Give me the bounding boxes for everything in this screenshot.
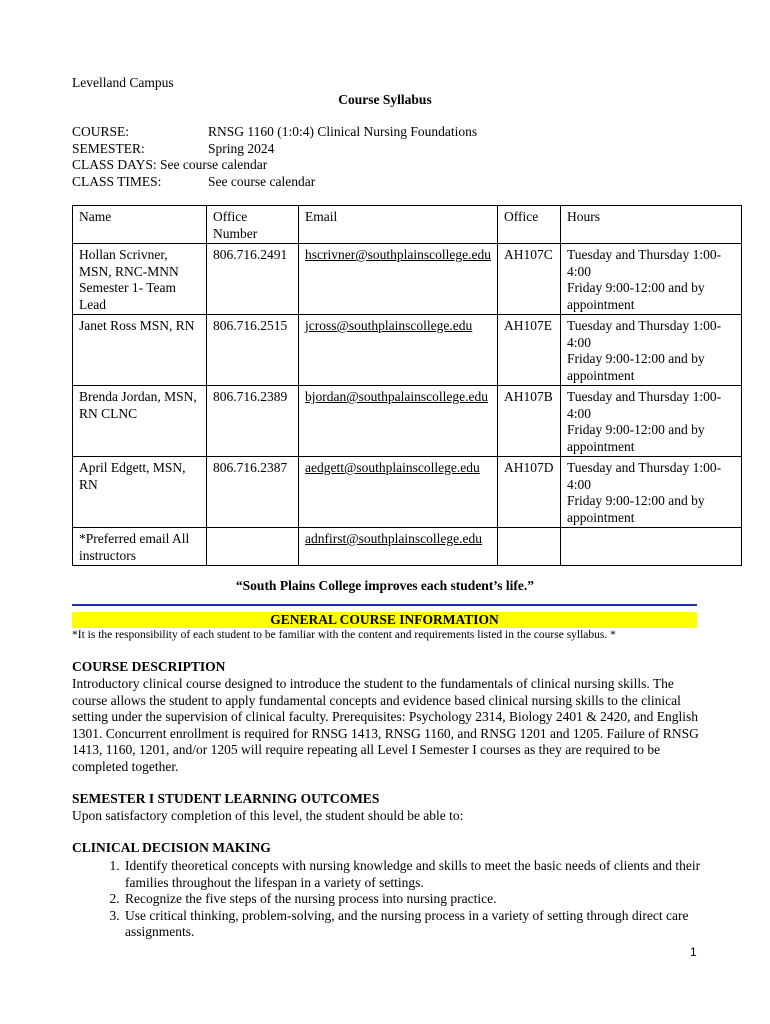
table-row xyxy=(73,244,742,315)
section-divider xyxy=(72,604,697,606)
instructor-name: April Edgett, MSN, RN xyxy=(73,457,207,528)
semester-value: Spring 2024 xyxy=(208,140,275,156)
instructor-phone: 806.716.2515 xyxy=(207,315,299,386)
instructor-phone: 806.716.2491 xyxy=(207,244,299,315)
responsibility-note: *It is the responsibility of each student to be familiar with the content and requirements listed in the course syllabus. * xyxy=(72,629,616,641)
instructor-email-link[interactable]: adnfirst@southplainscollege.edu xyxy=(299,528,498,566)
clinical-decision-heading: CLINICAL DECISION MAKING xyxy=(72,840,271,855)
instructor-email-link[interactable]: bjordan@southpalainscollege.edu xyxy=(299,386,498,457)
class-days-value: See course calendar xyxy=(160,157,268,172)
header-email: Email xyxy=(299,206,498,244)
course-row xyxy=(72,124,477,141)
campus-name: Levelland Campus xyxy=(72,75,174,90)
instructor-office: AH107C xyxy=(498,244,561,315)
instructor-office: AH107E xyxy=(498,315,561,386)
learning-outcomes-heading: SEMESTER I STUDENT LEARNING OUTCOMES xyxy=(72,791,380,806)
learning-outcomes-intro: Upon satisfactory completion of this level, the student should be able to: xyxy=(72,808,464,823)
table-row xyxy=(73,528,742,566)
instructor-hours: Tuesday and Thursday 1:00-4:00 Friday 9:00-12:00 and by appointment xyxy=(561,315,742,386)
page-number: 1 xyxy=(690,945,697,959)
list-item: 2. Recognize the five steps of the nursing process into nursing practice. xyxy=(123,891,723,908)
semester-row xyxy=(72,141,477,158)
course-description-text: Introductory clinical course designed to introduce the student to the fundamentals of clinical nursing skills. The course allows the student to apply fundamental concepts and evidence based clinical nursing skills to the clinical setting under the supervision of clinical faculty. Prerequisites: Psychology 2314, Biology 2401 & 2420, and English 1301. Concurrent enrollment is required for RNSG 1413, RNSG 1160, and RNSG 1201 and 1205. Failure of RNSG 1413, 1160, 1201, and/or 1205 will require repeating all Level I Semester I courses as they are required to be completed together. xyxy=(72,676,699,774)
table-row xyxy=(73,386,742,457)
document-title: Course Syllabus xyxy=(338,92,432,107)
instructor-office: AH107B xyxy=(498,386,561,457)
table-header-row xyxy=(73,206,742,244)
class-days-label: CLASS DAYS: xyxy=(72,157,157,172)
instructor-name: Hollan Scrivner, MSN, RNC-MNN Semester 1- Team Lead xyxy=(73,244,207,315)
outcomes-list xyxy=(72,858,723,941)
course-info xyxy=(72,124,477,190)
instructor-office: AH107D xyxy=(498,457,561,528)
course-description-heading: COURSE DESCRIPTION xyxy=(72,659,226,674)
class-times-row xyxy=(72,174,477,191)
instructor-phone xyxy=(207,528,299,566)
instructor-email-link[interactable]: jcross@southplainscollege.edu xyxy=(299,315,498,386)
instructor-table xyxy=(72,205,742,566)
instructor-phone: 806.716.2389 xyxy=(207,386,299,457)
class-times-value: See course calendar xyxy=(208,173,316,189)
instructor-hours xyxy=(561,528,742,566)
instructor-name: *Preferred email All instructors xyxy=(73,528,207,566)
list-item: 1. Identify theoretical concepts with nursing knowledge and skills to meet the basic needs of clients and their families throughout the lifespan in a variety of settings. xyxy=(123,858,723,891)
instructor-email-link[interactable]: aedgett@southplainscollege.edu xyxy=(299,457,498,528)
header-name: Name xyxy=(73,206,207,244)
class-times-label: CLASS TIMES: xyxy=(72,173,162,189)
header-hours: Hours xyxy=(561,206,742,244)
semester-label: SEMESTER: xyxy=(72,140,145,156)
course-value: RNSG 1160 (1:0:4) Clinical Nursing Foundations xyxy=(208,124,478,139)
instructor-name: Brenda Jordan, MSN, RN CLNC xyxy=(73,386,207,457)
class-days-row xyxy=(72,157,477,174)
table-row xyxy=(73,315,742,386)
instructor-name: Janet Ross MSN, RN xyxy=(73,315,207,386)
course-label: COURSE: xyxy=(72,124,130,139)
college-motto: “South Plains College improves each student’s life.” xyxy=(235,578,535,593)
instructor-office xyxy=(498,528,561,566)
table-row xyxy=(73,457,742,528)
header-office-number: Office Number xyxy=(207,206,299,244)
instructor-hours: Tuesday and Thursday 1:00-4:00 Friday 9:00-12:00 and by appointment xyxy=(561,244,742,315)
instructor-email-link[interactable]: hscrivner@southplainscollege.edu xyxy=(299,244,498,315)
instructor-hours: Tuesday and Thursday 1:00-4:00 Friday 9:00-12:00 and by appointment xyxy=(561,386,742,457)
header-office: Office xyxy=(498,206,561,244)
instructor-phone: 806.716.2387 xyxy=(207,457,299,528)
instructor-hours: Tuesday and Thursday 1:00-4:00 Friday 9:00-12:00 and by appointment xyxy=(561,457,742,528)
list-item: 3. Use critical thinking, problem-solving, and the nursing process in a variety of setting through direct care assignments. xyxy=(123,908,723,941)
general-info-heading: GENERAL COURSE INFORMATION xyxy=(72,612,697,628)
